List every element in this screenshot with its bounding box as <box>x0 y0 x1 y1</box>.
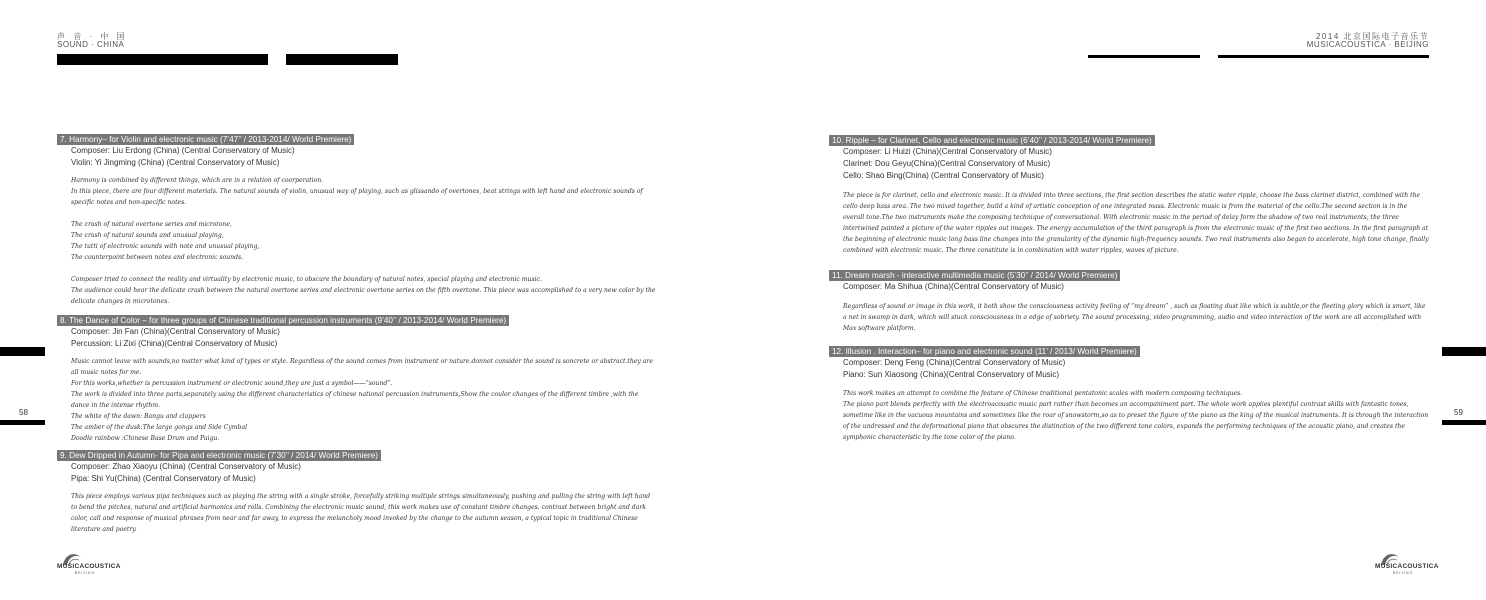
left-column <box>57 134 657 535</box>
text-line: The piano part blends perfectly with the electroacoustic music part rather than becomes an accompaniment part. The whole work applies plentiful contrast skills with fantastic tones, sometime like in the vacuous mountains and sometimes like the roar of snowstorm,so as to preset the figure of the piano as the king of the musical instruments. It is through the interaction of the undressed and the deformational piano that obscures the distinction of the two different tone colors, expands the performing techniques of the acoustic piano, and creates the symphonic characteristic by the tone color of the piano. <box>843 401 1429 441</box>
piece-title: 12. Illusion . Interaction– for piano and electronic sound (11’ / 2013/ World Premiere) <box>829 346 1140 357</box>
text-line: The tutti of electronic sounds with note and unusual playing, <box>71 243 260 250</box>
description <box>71 356 657 444</box>
page-number-right: 59 <box>1454 408 1463 417</box>
text-line: For this works,whether is percussion instrument or electronic sound,they are just a symbol——“sound”. <box>71 380 393 387</box>
piece-title: 7. Harmony– for Violin and electronic music (7’47’’ / 2013-2014/ World Premiere) <box>57 134 354 145</box>
text-line: The white of the dawn: Bangu and clappers <box>71 413 206 420</box>
logo-subtext: BEIJING <box>74 571 96 575</box>
credit-line: Composer: Liu Erdong (China) (Central Conservatory of Music) <box>71 146 295 155</box>
logo-wordmark: MUSICACOUSTICA <box>57 563 121 570</box>
piece-8 <box>57 315 657 444</box>
piece-10 <box>829 135 1429 256</box>
piece-title: 9. Dew Dripped in Autumn- for Pipa and electronic music (7’30’’ / 2014/ World Premiere) <box>57 450 381 461</box>
left-side-rule <box>0 420 45 425</box>
credit-line: Cello: Shao Bing(China) (Central Conservatory of Music) <box>843 171 1044 180</box>
piece-title: 11. Dream marsh - interactive multimedia music (5’30’’ / 2014/ World Premiere) <box>829 270 1120 281</box>
piece-title: 10. Ripple – for Clarinet, Cello and electronic music (6’40’’ / 2013-2014/ World Premiere) <box>829 135 1155 146</box>
header-right-bar-1 <box>1088 55 1200 58</box>
credit-line: Composer: Zhao Xiaoyu (China) (Central Conservatory of Music) <box>71 462 301 471</box>
musicacoustica-logo-left <box>57 551 121 577</box>
description <box>71 175 657 307</box>
left-side-mark <box>0 347 45 356</box>
description <box>843 388 1429 443</box>
logo-subtext: BEIJING <box>1392 571 1414 575</box>
text-line: This piece employs various pipa techniques such as playing the string with a single stroke, forcefully striking multiple strings simultaneously, pushing and pulling the string with left hand to bend the pitches, natural and artificial harmonics and rolls. Combining the electronic music sound, this work makes use of constant timbre changes. contrast between bright and dark color, call and response of musical phrases from near and far away, to express the melancholy mood invoked by the change to the autumn season, a typical topic in traditional Chinese literature and poetry. <box>71 493 651 533</box>
description <box>71 491 657 535</box>
credit-line: Pipa: Shi Yu(China) (Central Conservatory of Music) <box>71 474 256 483</box>
piece-11 <box>829 270 1429 334</box>
header-left-bar-2 <box>286 54 398 65</box>
header-left-english: SOUND · CHINA <box>57 40 125 49</box>
text-line: The crash of natural overtone series and microtone, <box>71 221 232 228</box>
piece-9 <box>57 450 657 535</box>
text-line: The counterpoint between notes and electronic sounds. <box>71 254 244 261</box>
text-line: The crash of natural sounds and unusual playing, <box>71 232 224 239</box>
piece-title: 8. The Dance of Color – for three groups of Chinese traditional percussion instruments (9’40’’ / 2013-2014/ World Premiere) <box>57 315 509 326</box>
text-line: The work is divided into three parts,separately using the different characteristics of chinese national percussion instruments,Show the coulor changes of the different timbre ,with the dance in the intense rhythm. <box>71 391 639 409</box>
text-line: This work makes an attempt to combine the feature of Chinese traditional pentatonic scales with modern composing techniques. <box>843 390 1243 397</box>
description <box>843 301 1429 334</box>
text-line: Doodle rainbow :Chinese Base Drum and Paigu. <box>71 435 220 442</box>
right-column <box>829 135 1429 443</box>
credit-line: Percussion: Li Zixi (China)(Central Conservatory of Music) <box>71 339 278 348</box>
text-line: Regardless of sound or image in this work, it both show the consciousness activity feeling of “my dream” , such as floating dust like which is subtle,or the fleeting glory which is smart, like a net in swamp in dark, which will stuck consciousness in a edge of sobriety. The sound processing, video programming, audio and video interaction of the work are all accomplished with Max software platform. <box>843 303 1426 332</box>
header-right-chinese: 2014 北京国际电子音乐节 <box>1315 32 1429 41</box>
header-right-bar-2 <box>1218 55 1429 58</box>
text-line: The piece is for clarinet, cello and electronic music. It is divided into three sections, the first section describes the static water ripple, choose the bass clarinet district, combined with the cello deep bass area. The two mixed together, build a kind of artistic conception of one integrated mass. Electronic music is from the material of the cello.The second section is in the overall tone.The two instruments make the composing technique of conversational. With electronic music in the period of delay form the shadow of two real instruments, the three intertwined painted a picture of the water ripples out images. The energy accumulation of the third paragraph is from the electronic music of the first two sections. In the first paragraph at the beginning of electronic music long bass line changes into the granularity of the dynamic high-frequency sounds. Two real instruments also began to accelerate, high tone change, finally combined with electronic music. The three constitute is in combination with water ripples, waves of picture. <box>843 192 1429 254</box>
right-side-mark <box>1442 347 1486 356</box>
text-line: Harmony is combined by different things, which are in a relation of coorperation. <box>71 177 324 184</box>
text-line: The audience could hear the delicate crash between the natural overtone series and electronic overtone series on the fifth overtone. This piece was accomplished to a very new color by the delicate changes in microtones. <box>71 287 656 305</box>
credit-line: Composer: Jin Fan (China)(Central Conservatory of Music) <box>71 327 280 336</box>
piece-7 <box>57 134 657 307</box>
credit-line: Composer: Deng Feng (China)(Central Conservatory of Music) <box>843 358 1066 367</box>
text-line: In this piece, there are four different materials. The natural sounds of violin, unusual way of playing, such as glissando of overtones, beat strings with left hand and electronic sounds of specific notes and non-specific notes. <box>71 188 643 206</box>
piece-12 <box>829 346 1429 443</box>
page-number-left: 58 <box>19 408 28 417</box>
header-right-english: MUSICACOUSTICA · BEIJING <box>1306 40 1429 49</box>
text-line: The amber of the dusk:The large gongs and Side Cymbal <box>71 424 248 431</box>
musicacoustica-logo-right <box>1375 551 1439 577</box>
logo-wordmark: MUSICACOUSTICA <box>1375 563 1439 570</box>
credit-line: Clarinet: Dou Geyu(China)(Central Conservatory of Music) <box>843 159 1051 168</box>
credit-line: Composer: Li Huizi (China)(Central Conservatory of Music) <box>843 147 1052 156</box>
credit-line: Piano: Sun Xiaosong (China)(Central Conservatory of Music) <box>843 370 1060 379</box>
credit-line: Composer: Ma Shihua (China)(Central Conservatory of Music) <box>843 282 1064 291</box>
text-line: Music cannot leave with sounds,no matter what kind of types or style. Regardless of the sound comes from instrument or nature.donnot consider the sound is soncrete or abstract.they are all music notes for me. <box>71 358 653 376</box>
header-left-bar-1 <box>57 54 268 65</box>
description <box>843 190 1429 256</box>
text-line: Composer tried to connect the reality and virtuality by electronic music, to obscure the boundary of natural notes, special playing and electronic music. <box>71 276 542 283</box>
header-left-chinese: 声 音 · 中 国 <box>57 32 128 41</box>
credit-line: Violin: Yi Jingming (China) (Central Conservatory of Music) <box>71 158 280 167</box>
right-side-rule <box>1442 420 1486 425</box>
